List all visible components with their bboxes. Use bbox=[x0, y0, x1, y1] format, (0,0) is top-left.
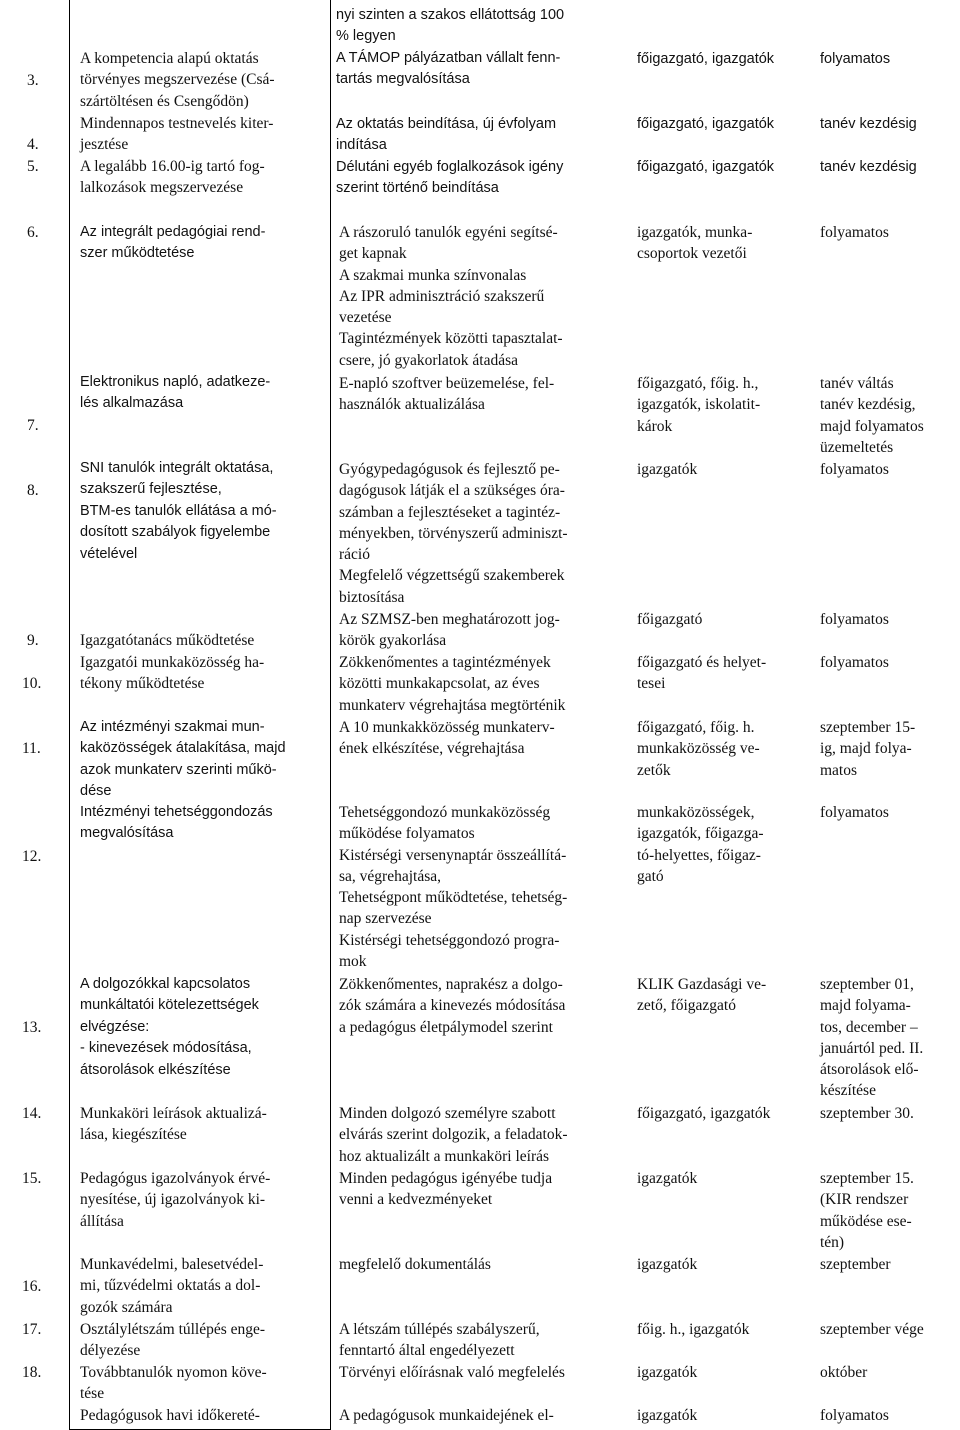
description-cell: Az SZMSZ-ben meghatározott jog- körök gyakorlása bbox=[339, 611, 560, 650]
row-number: 4. bbox=[27, 136, 39, 153]
row-number: 13. bbox=[22, 1019, 42, 1036]
deadline-cell: szeptember bbox=[820, 1256, 891, 1273]
row-number: 16. bbox=[22, 1278, 42, 1295]
description-cell: Zökkenőmentes, naprakész a dolgo- zók számára a kinevezés módosítása a pedagógus életpálymodel szerint bbox=[339, 976, 566, 1036]
row-number: 5. bbox=[27, 158, 39, 175]
description-cell: A létszám túllépés szabályszerű, fenntartó által engedélyezett bbox=[339, 1321, 540, 1360]
description-cell: A rászoruló tanulók egyéni segítsé- get kapnak A szakmai munka színvonalas Az IPR adminisztráció szakszerű vezetése Tagintézmények közötti tapasztalat- csere, jó gyakorlatok átadása bbox=[339, 224, 563, 369]
task-cell: Intézményi tehetséggondozás megvalósítása bbox=[80, 804, 273, 842]
description-cell: A 10 munkakközösség munkaterv- ének elkészítése, végrehajtása bbox=[339, 719, 555, 758]
row-number: 15. bbox=[22, 1170, 42, 1187]
task-cell: Munkavédelmi, balesetvédel- mi, tűzvédelmi oktatás a dol- gozók számára bbox=[80, 1256, 264, 1316]
deadline-cell: folyamatos bbox=[820, 804, 889, 821]
task-cell: Elektronikus napló, adatkeze- lés alkalmazása bbox=[80, 374, 271, 412]
description-cell: Törvényi előírásnak való megfelelés bbox=[339, 1364, 565, 1381]
row-number: 8. bbox=[27, 482, 39, 499]
description-cell: Az oktatás beindítása, új évfolyam indítása bbox=[336, 116, 557, 154]
task-cell: Igazgatói munkaközösség ha- tékony működtetése bbox=[80, 654, 265, 693]
column-divider bbox=[330, 0, 331, 1430]
description-cell: Gyógypedagógusok és fejlesztő pe- dagógusok látják el a szükséges óra- számban a fejlesztéseket a tagintéz- ményekben, törvényszerű adminiszt- ráció Megfelelő végzettségű szakemberek biztosítása bbox=[339, 461, 568, 606]
task-cell: Pedagógus igazolványok érvé- nyesítése, új igazolványok ki- állítása bbox=[80, 1170, 271, 1230]
row-number: 17. bbox=[22, 1321, 42, 1338]
responsible-cell: főigazgató, igazgatók bbox=[637, 1105, 771, 1122]
row-number: 3. bbox=[27, 72, 39, 89]
responsible-cell: főigazgató és helyet- tesei bbox=[637, 654, 767, 693]
responsible-cell: munkaközösségek, igazgatók, főigazga- tó-helyettes, főigaz- gató bbox=[637, 804, 764, 885]
deadline-cell: szeptember vége bbox=[820, 1321, 924, 1338]
deadline-cell: folyamatos bbox=[820, 611, 889, 628]
column-divider bbox=[69, 0, 70, 1430]
deadline-cell: tanév váltás tanév kezdésig, majd folyamatos üzemeltetés bbox=[820, 375, 924, 456]
row-number: 18. bbox=[22, 1364, 42, 1381]
task-cell: A kompetencia alapú oktatás törvényes megszervezése (Csá- szártöltésen és Csengődön) bbox=[80, 50, 275, 110]
responsible-cell: főigazgató, főig. h. munkaközösség ve- zetők bbox=[637, 719, 760, 779]
row-number: 11. bbox=[22, 740, 41, 757]
deadline-cell: folyamatos bbox=[820, 224, 889, 241]
task-cell: A legalább 16.00-ig tartó fog- lalkozások megszervezése bbox=[80, 158, 265, 197]
row-number: 7. bbox=[27, 417, 39, 434]
responsible-cell: igazgatók bbox=[637, 1364, 698, 1381]
description-cell: Délutáni egyéb foglalkozások igény szerint történő beindítása bbox=[336, 159, 564, 197]
row-number: 6. bbox=[27, 224, 39, 241]
responsible-cell: igazgatók bbox=[637, 1407, 698, 1424]
deadline-cell: szeptember 30. bbox=[820, 1105, 914, 1122]
deadline-cell: szeptember 15. (KIR rendszer működése ese- tén) bbox=[820, 1170, 914, 1251]
deadline-cell: tanév kezdésig bbox=[820, 159, 917, 175]
deadline-cell: szeptember 01, majd folyama- tos, december – januártól ped. II. átsorolások elő- készítése bbox=[820, 976, 924, 1100]
deadline-cell: folyamatos bbox=[820, 1407, 889, 1424]
responsible-cell: főigazgató, igazgatók bbox=[637, 116, 775, 132]
description-cell: Tehetséggondozó munkaközösség működése folyamatos Kistérségi versenynaptár összeállítá- sa, végrehajtása, Tehetségpont működtetése, tehetség- nap szervezése Kistérségi tehetséggondozó progra- mok bbox=[339, 804, 568, 971]
responsible-cell: igazgatók bbox=[637, 1170, 698, 1187]
row-number: 9. bbox=[27, 632, 39, 649]
description-cell: E-napló szoftver beüzemelése, fel- használók aktualizálása bbox=[339, 375, 555, 414]
deadline-cell: október bbox=[820, 1364, 868, 1381]
description-cell: Minden pedagógus igényébe tudja venni a kedvezményeket bbox=[339, 1170, 553, 1209]
task-cell: Az intézményi szakmai mun- kaközösségek átalakítása, majd azok munkaterv szerinti műkö- dése bbox=[80, 719, 286, 800]
responsible-cell: főigazgató, igazgatók bbox=[637, 159, 775, 175]
deadline-cell: folyamatos bbox=[820, 461, 889, 478]
row-number: 10. bbox=[22, 675, 42, 692]
description-cell: Zökkenőmentes a tagintézmények közötti munkakapcsolat, az éves munkaterv végrehajtása megtörténik bbox=[339, 654, 566, 714]
description-cell: megfelelő dokumentálás bbox=[339, 1256, 491, 1273]
task-cell: A dolgozókkal kapcsolatos munkáltatói kötelezettségek elvégzése: - kinevezések módosítása, átsorolások elkészítése bbox=[80, 976, 259, 1078]
task-cell: Osztálylétszám túllépés enge- délyezése bbox=[80, 1321, 266, 1360]
deadline-cell: folyamatos bbox=[820, 654, 889, 671]
responsible-cell: főig. h., igazgatók bbox=[637, 1321, 750, 1338]
deadline-cell: folyamatos bbox=[820, 51, 891, 67]
responsible-cell: főigazgató, főig. h., igazgatók, iskolatit- károk bbox=[637, 375, 761, 435]
description-cell: Minden dolgozó személyre szabott elvárás szerint dolgozik, a feladatok- hoz aktualizált a munkaköri leírás bbox=[339, 1105, 568, 1165]
task-cell: Továbbtanulók nyomon köve- tése bbox=[80, 1364, 267, 1403]
description-cell: nyi szinten a szakos ellátottság 100 % legyen A TÁMOP pályázatban vállalt fenn- tartás megvalósítása bbox=[336, 7, 565, 88]
task-cell: Munkaköri leírások aktualizá- lása, kiegészítése bbox=[80, 1105, 267, 1144]
responsible-cell: főigazgató, igazgatók bbox=[637, 51, 775, 67]
row-number: 14. bbox=[22, 1105, 42, 1122]
responsible-cell: igazgatók bbox=[637, 461, 698, 478]
task-cell: Pedagógusok havi időkereté- bbox=[80, 1407, 260, 1424]
deadline-cell: szeptember 15- ig, majd folya- matos bbox=[820, 719, 916, 779]
deadline-cell: tanév kezdésig bbox=[820, 116, 917, 132]
description-cell: A pedagógusok munkaidejének el- bbox=[339, 1407, 554, 1424]
responsible-cell: igazgatók, munka- csoportok vezetői bbox=[637, 224, 753, 263]
responsible-cell: KLIK Gazdasági ve- zető, főigazgató bbox=[637, 976, 767, 1015]
responsible-cell: igazgatók bbox=[637, 1256, 698, 1273]
task-cell: Mindennapos testnevelés kiter- jesztése bbox=[80, 115, 274, 154]
task-cell: Az integrált pedagógiai rend- szer működtetése bbox=[80, 224, 266, 262]
row-number: 12. bbox=[22, 848, 42, 865]
responsible-cell: főigazgató bbox=[637, 611, 703, 628]
task-cell: Igazgatótanács működtetése bbox=[80, 632, 255, 649]
task-cell: SNI tanulók integrált oktatása, szakszerű fejlesztése, BTM-es tanulók ellátása a mó- dosított szabályok figyelembe vételével bbox=[80, 460, 277, 562]
